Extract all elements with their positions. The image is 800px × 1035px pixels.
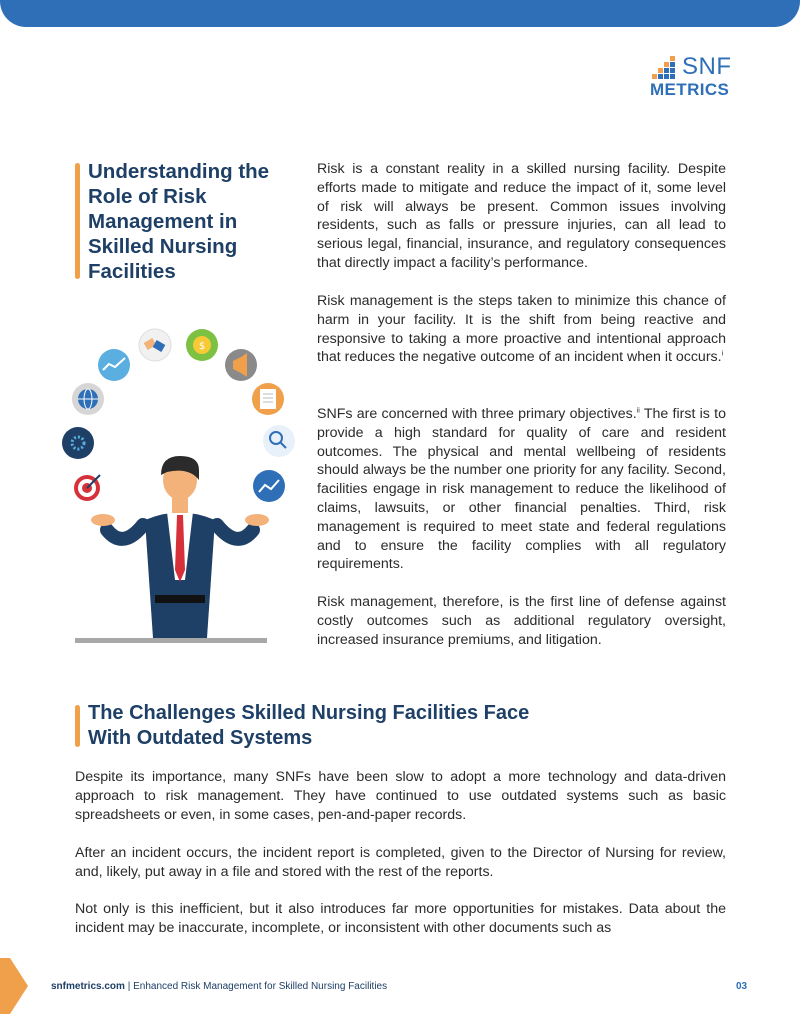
target-icon xyxy=(71,472,103,504)
logo-snf-text: SNF xyxy=(682,53,732,80)
paragraph: Despite its importance, many SNFs have been slow to adopt a more technology and data-driven approach to risk management. They have continued to use outdated systems such as basic spreadsheets or even, in some cases, pen-and-paper records. xyxy=(75,769,726,823)
megaphone-icon xyxy=(225,349,257,381)
handshake-icon xyxy=(139,329,171,361)
paragraph: Risk management is the steps taken to minimize this chance of harm in your facility. It is the shift from being reactive and responsive to taking a more proactive and intentional approach that reduces the negative outcome of an incident when it occurs.$^i$ xyxy=(317,293,726,366)
heading-accent-bar xyxy=(75,163,80,279)
risk-manager-illustration xyxy=(55,320,310,650)
document-icon xyxy=(252,383,284,415)
trend-icon xyxy=(253,470,285,502)
footer-document-title: Enhanced Risk Management for Skilled Nursing Facilities xyxy=(133,981,388,992)
top-band xyxy=(0,0,800,27)
footer-accent-tab xyxy=(0,958,28,1014)
snf-metrics-logo xyxy=(650,53,732,102)
paragraph: SNFs are concerned with three primary objectives.$^{ii}$ The first is to provide a high standard for quality of care and resident outcomes. The physical and mental wellbeing of residents should always be the number one priority for any facility. Second, facilities engage in risk management to reduce the likelihood of claims, lawsuits, or other financial penalties. Third, risk management is required to meet state and federal regulations and to ensure the facility complies with all regulatory requirements. xyxy=(317,406,726,573)
gear-icon xyxy=(62,427,94,459)
paragraph: Risk management, therefore, is the first line of defense against costly outcomes such as additional regulatory oversight, increased insurance premiums, and litigation. xyxy=(317,594,726,648)
coin-icon xyxy=(186,329,218,361)
chart-icon xyxy=(98,349,130,381)
page-number: 03 xyxy=(736,981,748,992)
globe-icon xyxy=(72,383,104,415)
businessman-figure xyxy=(91,456,269,638)
section-heading: Understanding the Role of Risk Management in Skilled Nursing Facilities xyxy=(88,160,270,283)
logo-metrics-text: METRICS xyxy=(650,80,730,99)
section-heading: The Challenges Skilled Nursing Facilities Face With Outdated Systems xyxy=(88,702,530,749)
footer-separator: | xyxy=(127,981,131,992)
paragraph: After an incident occurs, the incident report is completed, given to the Director of Nursing for review, and, likely, put away in a file and stored with the rest of the reports. xyxy=(75,845,726,880)
footer-site-link[interactable]: snfmetrics.com xyxy=(51,981,125,992)
svg-text:$: $ xyxy=(198,341,206,352)
paragraph: Risk is a constant reality in a skilled nursing facility. Despite efforts made to mitigate and reduce the impact of it, some level of risk will always be present. Common issues involving residents, such as falls or pressure injuries, can all lead to serious legal, financial, insurance, and regulatory consequences that directly impact a facility’s performance. xyxy=(317,161,726,271)
heading-accent-bar xyxy=(75,705,80,747)
magnifier-icon xyxy=(263,425,295,457)
footer-text xyxy=(51,981,387,992)
paragraph: Not only is this inefficient, but it also introduces far more opportunities for mistakes. Data about the incident may be inaccurate, incomplete, or inconsistent with other documents such as xyxy=(75,901,726,936)
